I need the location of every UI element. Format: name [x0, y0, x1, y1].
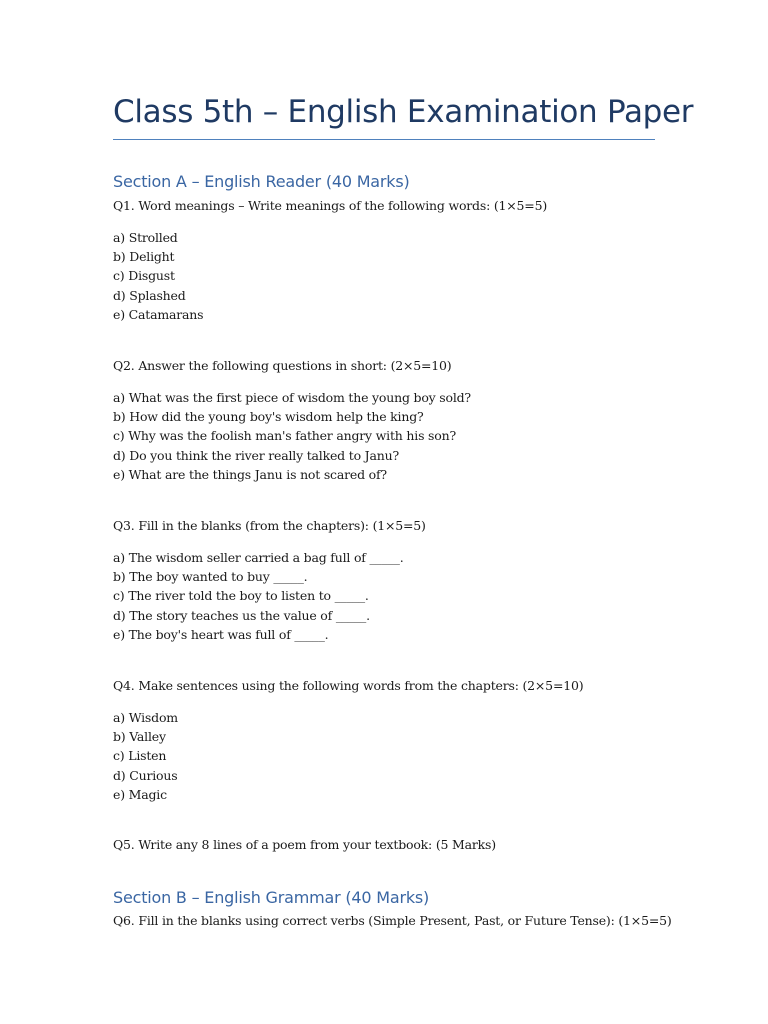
page-title: Class 5th – English Examination Paper: [113, 94, 694, 130]
q1-prompt: Q1. Word meanings – Write meanings of the following words: (1×5=5): [113, 198, 548, 213]
section-b-heading: Section B – English Grammar (40 Marks): [113, 888, 430, 907]
list-item: e) The boy's heart was full of _____.: [113, 626, 329, 642]
list-item: d) Do you think the river really talked to Janu?: [113, 447, 399, 463]
q4-prompt: Q4. Make sentences using the following words from the chapters: (2×5=10): [113, 678, 584, 693]
list-item: a) Wisdom: [113, 710, 178, 725]
list-item: c) Listen: [113, 748, 167, 764]
list-item: a) The wisdom seller carried a bag full of _____.: [113, 550, 404, 565]
list-item: c) Disgust: [113, 268, 175, 284]
list-item: b) Delight: [113, 249, 175, 265]
list-item: c) Why was the foolish man's father angry with his son?: [113, 428, 456, 444]
q2-prompt: Q2. Answer the following questions in short: (2×5=10): [113, 358, 452, 373]
q4-list: [113, 708, 178, 804]
q2-list: [113, 388, 471, 484]
list-item: b) The boy wanted to buy _____.: [113, 569, 308, 585]
list-item: d) Curious: [113, 767, 178, 783]
list-item: b) How did the young boy's wisdom help the king?: [113, 409, 424, 425]
title-underline: [113, 139, 655, 140]
q3-list: [113, 548, 404, 644]
list-item: e) Catamarans: [113, 306, 204, 322]
list-item: d) Splashed: [113, 287, 186, 303]
section-a-heading: Section A – English Reader (40 Marks): [113, 172, 410, 191]
list-item: e) Magic: [113, 786, 167, 802]
q3-prompt: Q3. Fill in the blanks (from the chapters): (1×5=5): [113, 518, 426, 533]
list-item: b) Valley: [113, 729, 166, 745]
q5-prompt: Q5. Write any 8 lines of a poem from your textbook: (5 Marks): [113, 837, 496, 852]
list-item: a) Strolled: [113, 230, 178, 245]
list-item: d) The story teaches us the value of _____.: [113, 607, 370, 623]
list-item: c) The river told the boy to listen to _____.: [113, 588, 369, 604]
list-item: e) What are the things Janu is not scared of?: [113, 466, 387, 482]
q6-prompt: Q6. Fill in the blanks using correct verbs (Simple Present, Past, or Future Tense): (1×5=5): [113, 913, 672, 928]
list-item: a) What was the first piece of wisdom the young boy sold?: [113, 390, 471, 405]
q1-list: [113, 228, 203, 324]
